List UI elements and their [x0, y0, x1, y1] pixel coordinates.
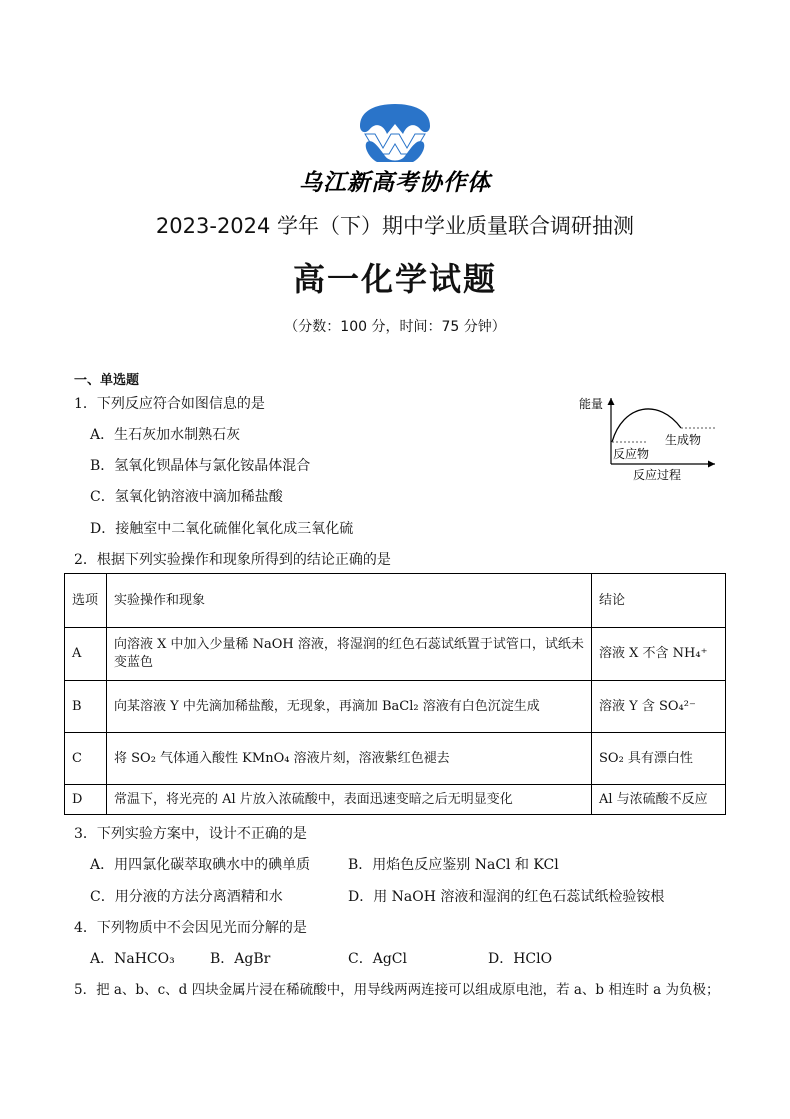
row-b-operation: 向某溶液 Y 中先滴加稀盐酸，无现象，再滴加 BaCl₂ 溶液有白色沉淀生成: [107, 681, 592, 733]
logo-icon: [355, 104, 435, 164]
header-option: 选项: [65, 574, 107, 628]
row-a-option: A: [65, 628, 107, 681]
row-c-operation: 将 SO₂ 气体通入酸性 KMnO₄ 溶液片刻，溶液紫红色褪去: [107, 733, 592, 785]
table-row: [65, 681, 726, 733]
product-label: 生成物: [665, 433, 702, 447]
question-1-option-a: A．生石灰加水制熟石灰: [90, 427, 241, 443]
question-4-option-b: B．AgBr: [210, 951, 271, 967]
header-conclusion: 结论: [592, 574, 726, 628]
question-4-option-c: C．AgCl: [348, 951, 407, 967]
question-1-option-c: C．氢氧化钠溶液中滴加稀盐酸: [90, 489, 283, 505]
energy-axis-label: 能量: [579, 397, 604, 411]
row-d-operation: 常温下，将光亮的 Al 片放入浓硫酸中，表面迅速变暗之后无明显变化: [107, 785, 592, 815]
reaction-axis-label: 反应过程: [633, 468, 682, 482]
question-3-stem: 3．下列实验方案中，设计不正确的是: [74, 826, 307, 842]
table-row: [65, 785, 726, 815]
experiment-table: [64, 573, 726, 815]
row-d-conclusion: Al 与浓硫酸不反应: [592, 785, 726, 815]
question-5-stem: 5．把 a、b、c、d 四块金属片浸在稀硫酸中，用导线两两连接可以组成原电池，若 a、b 相连时 a 为负极；: [74, 982, 720, 998]
row-b-conclusion: 溶液 Y 含 SO₄²⁻: [592, 681, 726, 733]
row-c-option: C: [65, 733, 107, 785]
header-operation: 实验操作和现象: [107, 574, 592, 628]
exam-subtitle: 2023-2024 学年（下）期中学业质量联合调研抽测: [155, 214, 635, 238]
score-time-line: （分数：100 分，时间：75 分钟）: [284, 319, 506, 335]
brand-name: 乌江新高考协作体: [299, 170, 491, 196]
row-b-option: B: [65, 681, 107, 733]
question-1-stem: 1．下列反应符合如图信息的是: [74, 396, 265, 412]
row-a-operation: 向溶液 X 中加入少量稀 NaOH 溶液，将湿润的红色石蕊试纸置于试管口，试纸未变蓝色: [107, 628, 592, 681]
row-a-conclusion: 溶液 X 不含 NH₄⁺: [592, 628, 726, 681]
question-1-option-b: B．氢氧化钡晶体与氯化铵晶体混合: [90, 458, 311, 474]
question-3-option-d: D．用 NaOH 溶液和湿润的红色石蕊试纸检验铵根: [348, 889, 665, 905]
question-4-option-a: A．NaHCO₃: [90, 951, 175, 967]
question-4-stem: 4．下列物质中不会因见光而分解的是: [74, 920, 307, 936]
question-2-stem: 2．根据下列实验操作和现象所得到的结论正确的是: [74, 552, 391, 568]
table-row: [65, 628, 726, 681]
question-3-option-a: A．用四氯化碳萃取碘水中的碘单质: [90, 857, 311, 873]
row-d-option: D: [65, 785, 107, 815]
question-3-option-b: B．用焰色反应鉴别 NaCl 和 KCl: [348, 857, 559, 873]
energy-diagram: [575, 392, 725, 491]
logo: [355, 104, 435, 164]
table-row: [65, 733, 726, 785]
section-heading: 一、单选题: [74, 373, 140, 388]
question-4-option-d: D．HClO: [488, 951, 553, 967]
table-header-row: [65, 574, 726, 628]
row-c-conclusion: SO₂ 具有漂白性: [592, 733, 726, 785]
question-1-option-d: D．接触室中二氧化硫催化氧化成三氧化硫: [90, 521, 354, 537]
question-3-option-c: C．用分液的方法分离酒精和水: [90, 889, 283, 905]
reactant-label: 反应物: [613, 447, 650, 461]
page-title: 高一化学试题: [292, 260, 497, 298]
